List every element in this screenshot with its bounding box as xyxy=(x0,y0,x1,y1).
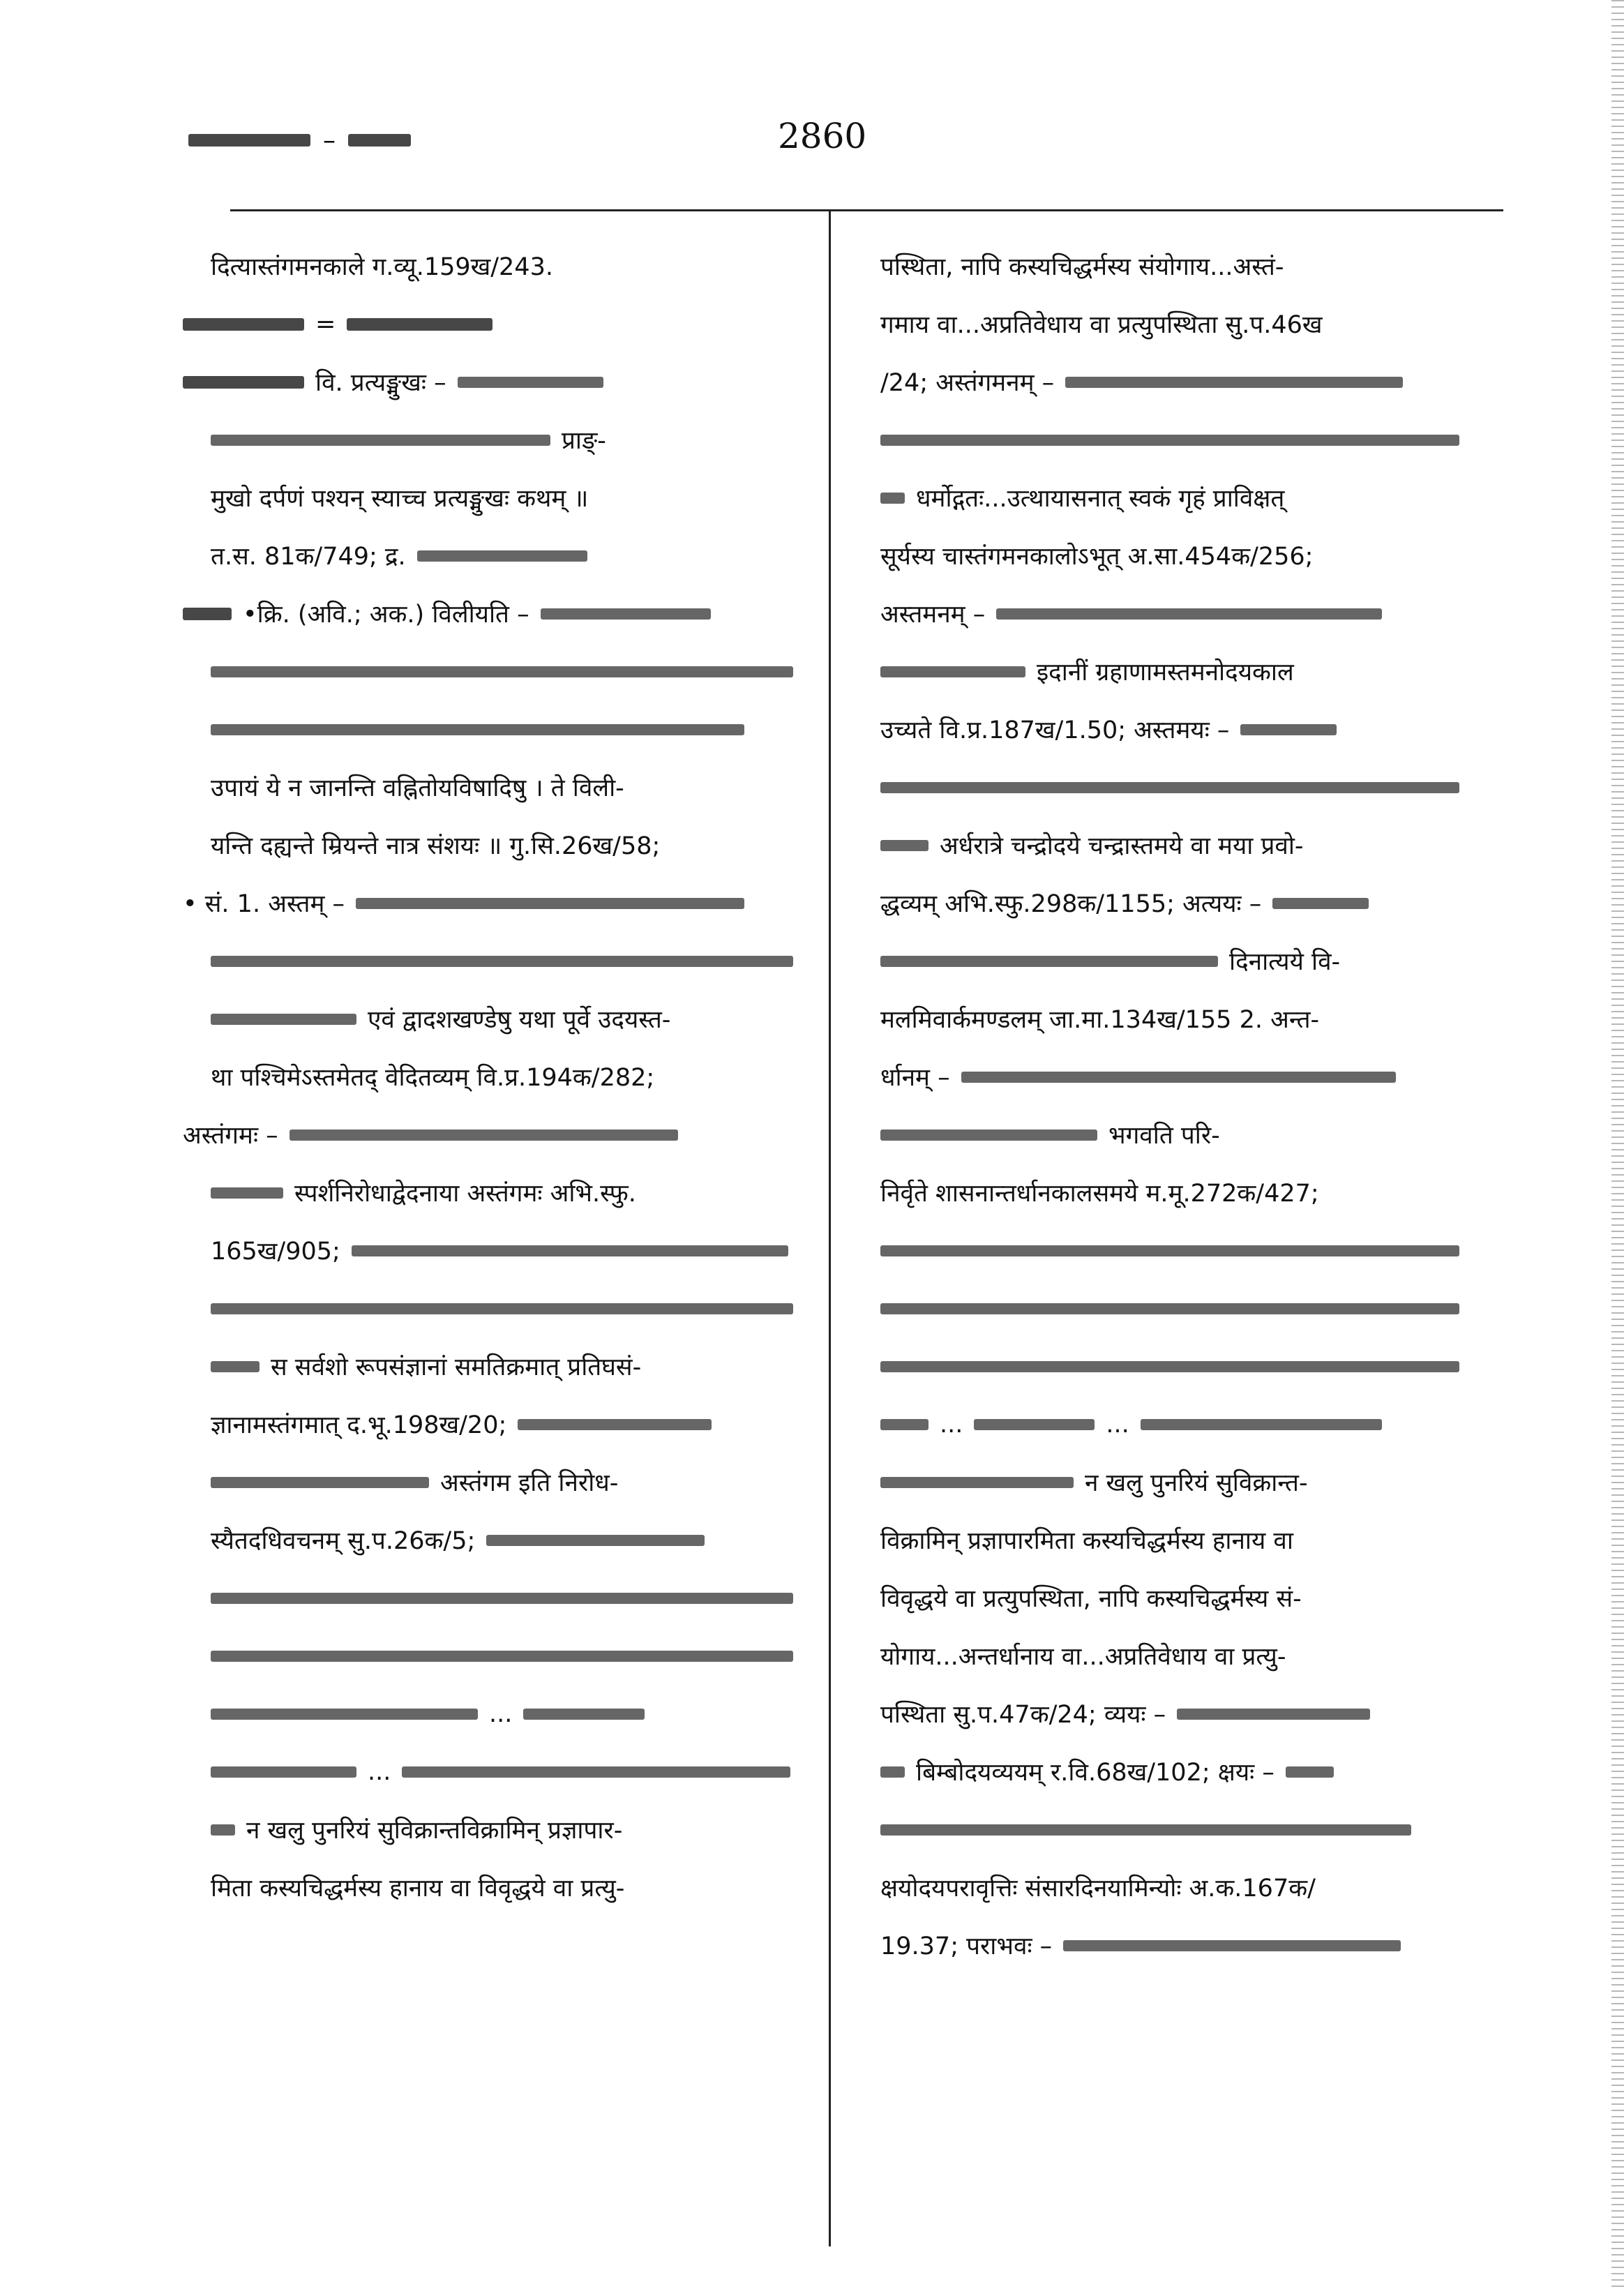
text-line xyxy=(183,1743,807,1801)
tibetan-text xyxy=(211,1477,429,1488)
sanskrit-text: र्धानम् – xyxy=(880,1064,950,1092)
text-line xyxy=(183,1569,807,1627)
tibetan-text xyxy=(1063,1940,1401,1951)
sanskrit-text: सूर्यस्य चास्तंगमनकालोऽभूत् अ.सा.454क/256; xyxy=(880,543,1314,571)
tibetan-text xyxy=(880,1303,1459,1314)
sanskrit-text: पस्थिता सु.प.47क/24; व्ययः – xyxy=(880,1701,1166,1729)
tibetan-text xyxy=(347,318,493,331)
text-line xyxy=(880,353,1501,411)
text-line xyxy=(880,643,1501,700)
sanskrit-text: क्षयोदयपरावृत्तिः संसारदिनयामिन्योः अ.क.167क/ xyxy=(880,1875,1316,1903)
sanskrit-text: धर्मोद्गतः...उत्थायासनात् स्वकं गृहं प्राविक्षत् xyxy=(916,485,1285,513)
tibetan-text xyxy=(880,782,1459,793)
column-divider xyxy=(829,209,831,2246)
tibetan-text xyxy=(1286,1766,1334,1778)
text-line xyxy=(183,469,807,527)
running-head-last-headword xyxy=(348,134,411,147)
sanskrit-text: दिनात्यये वि- xyxy=(1229,948,1341,976)
text-line xyxy=(880,1222,1501,1279)
tibetan-text xyxy=(880,435,1459,446)
sanskrit-text: योगाय...अन्तर्धानाय वा...अप्रतिवेधाय वा प्रत्यु- xyxy=(880,1643,1286,1671)
text-line xyxy=(880,237,1501,295)
text-line xyxy=(183,585,807,643)
tibetan-text xyxy=(211,1651,793,1662)
tibetan-text xyxy=(880,1130,1097,1141)
sanskrit-text: यन्ति दह्यन्ते म्रियन्ते नात्र संशयः ॥ गु.सि.26ख/58; xyxy=(211,832,661,860)
tibetan-text xyxy=(402,1766,790,1778)
sanskrit-text: 19.37; पराभवः – xyxy=(880,1932,1053,1960)
tibetan-text xyxy=(290,1130,678,1141)
tibetan-text xyxy=(211,1361,260,1372)
sanskrit-text: = xyxy=(315,310,336,338)
text-line xyxy=(183,237,807,295)
tibetan-text xyxy=(1177,1709,1370,1720)
text-line xyxy=(880,874,1501,932)
text-line xyxy=(880,1743,1501,1801)
sanskrit-text: अस्तंगम इति निरोध- xyxy=(440,1469,619,1497)
sanskrit-text: •क्रि. (अवि.; अक.) विलीयति – xyxy=(243,601,529,629)
text-line xyxy=(880,1048,1501,1106)
sanskrit-text: अस्तमनम् – xyxy=(880,601,986,629)
tibetan-text xyxy=(880,1824,1411,1836)
text-line xyxy=(880,1859,1501,1916)
sanskrit-text: था पश्चिमेऽस्तमेतद् वेदितव्यम् वि.प्र.194क/282; xyxy=(211,1064,655,1092)
tibetan-text xyxy=(211,956,793,967)
sanskrit-text: मिता कस्यचिद्धर्मस्य हानाय वा विवृद्धये वा प्रत्यु- xyxy=(211,1875,625,1903)
tibetan-text xyxy=(356,898,744,909)
text-line xyxy=(183,1106,807,1164)
text-line xyxy=(183,1048,807,1106)
sanskrit-text: ... xyxy=(940,1410,963,1439)
text-line xyxy=(880,1511,1501,1569)
sanskrit-text: मुखो दर्पणं पश्यन् स्याच्च प्रत्यङ्मुखः कथम् ॥ xyxy=(211,485,589,513)
tibetan-text xyxy=(880,1766,905,1778)
sanskrit-text: दित्यास्तंगमनकाले ग.व्यू.159ख/243. xyxy=(211,253,553,281)
text-line xyxy=(880,411,1501,469)
tibetan-text xyxy=(211,724,744,735)
text-line xyxy=(880,932,1501,990)
tibetan-text xyxy=(880,666,1025,677)
sanskrit-text: निर्वृते शासनान्तर्धानकालसमये म.मू.272क/427; xyxy=(880,1180,1319,1208)
text-line xyxy=(880,1627,1501,1685)
text-line xyxy=(880,1106,1501,1164)
sanskrit-text: 165ख/905; xyxy=(211,1238,340,1266)
sanskrit-text: ... xyxy=(1106,1410,1129,1439)
tibetan-text xyxy=(961,1072,1396,1083)
text-line xyxy=(880,295,1501,353)
right-column xyxy=(880,237,1501,1974)
text-line xyxy=(183,353,807,411)
text-line xyxy=(880,758,1501,816)
sanskrit-text: इदानीं ग्रहाणामस्तमनोदयकाल xyxy=(1037,659,1294,686)
tibetan-text xyxy=(458,377,603,388)
sanskrit-text: स्पर्शनिरोधाद्वेदनाया अस्तंगमः अभि.स्फु. xyxy=(294,1180,636,1208)
tibetan-text xyxy=(211,1824,235,1836)
tibetan-text xyxy=(352,1245,788,1256)
text-line xyxy=(183,1453,807,1511)
text-line xyxy=(183,758,807,816)
sanskrit-text: मलमिवार्कमण्डलम् जा.मा.134ख/155 2. अन्त- xyxy=(880,1006,1320,1034)
tibetan-text xyxy=(880,840,928,851)
tibetan-text xyxy=(211,1593,793,1604)
text-line xyxy=(183,816,807,874)
sanskrit-text: स्यैतदधिवचनम् सु.प.26क/5; xyxy=(211,1527,476,1555)
tibetan-text xyxy=(880,1245,1459,1256)
tibetan-text xyxy=(880,1361,1459,1372)
tibetan-text xyxy=(486,1535,705,1546)
sanskrit-text: ज्ञानामस्तंगमात् द.भू.198ख/20; xyxy=(211,1411,507,1439)
tibetan-text xyxy=(1141,1419,1382,1430)
text-line xyxy=(880,527,1501,585)
tibetan-text xyxy=(880,956,1218,967)
sanskrit-text: वि. प्रत्यङ्मुखः – xyxy=(315,369,446,397)
sanskrit-text: ... xyxy=(368,1757,391,1786)
running-head-separator: – xyxy=(323,126,336,155)
tibetan-text xyxy=(1065,377,1403,388)
tibetan-text xyxy=(523,1709,645,1720)
sanskrit-text: अस्तंगमः – xyxy=(183,1122,278,1150)
scan-edge xyxy=(1611,0,1624,2289)
tibetan-text xyxy=(880,1477,1074,1488)
left-column xyxy=(183,237,807,1916)
sanskrit-text: अर्धरात्रे चन्द्रोदये चन्द्रास्तमये वा मया प्रवो- xyxy=(940,832,1304,860)
text-line xyxy=(880,1395,1501,1453)
tibetan-text xyxy=(211,1709,478,1720)
text-line xyxy=(183,1685,807,1743)
text-line xyxy=(183,295,807,353)
sanskrit-text: विवृद्धये वा प्रत्युपस्थिता, नापि कस्यचिद्धर्मस्य सं- xyxy=(880,1585,1302,1613)
tibetan-text xyxy=(183,376,304,389)
sanskrit-text: भगवति परि- xyxy=(1108,1122,1220,1150)
tibetan-text xyxy=(541,608,711,620)
sanskrit-text: स सर्वशो रूपसंज्ञानां समतिक्रमात् प्रतिघसं- xyxy=(271,1353,642,1381)
text-line xyxy=(880,1453,1501,1511)
sanskrit-text: न खलु पुनरियं सुविक्रान्त- xyxy=(1085,1469,1308,1497)
tibetan-text xyxy=(996,608,1382,620)
sanskrit-text: • सं. 1. अस्तम् – xyxy=(183,890,345,918)
text-line xyxy=(183,1337,807,1395)
text-line xyxy=(183,990,807,1048)
running-head-first-headword xyxy=(188,134,310,147)
running-head xyxy=(188,123,411,158)
sanskrit-text: त.स. 81क/749; द्र. xyxy=(211,543,406,571)
text-line xyxy=(183,527,807,585)
text-line xyxy=(880,1569,1501,1627)
text-line xyxy=(183,1279,807,1337)
sanskrit-text: द्धव्यम् अभि.स्फु.298क/1155; अत्ययः – xyxy=(880,890,1262,918)
sanskrit-text: गमाय वा...अप्रतिवेधाय वा प्रत्युपस्थिता सु.प.46ख xyxy=(880,311,1323,339)
text-line xyxy=(183,643,807,700)
sanskrit-text: एवं द्वादशखण्डेषु यथा पूर्वे उदयस्त- xyxy=(368,1006,671,1034)
sanskrit-text: पस्थिता, नापि कस्यचिद्धर्मस्य संयोगाय...अस्तं- xyxy=(880,253,1284,281)
tibetan-text xyxy=(1240,724,1337,735)
text-line xyxy=(880,1337,1501,1395)
text-line xyxy=(183,932,807,990)
sanskrit-text: /24; अस्तंगमनम् – xyxy=(880,369,1055,397)
tibetan-text xyxy=(880,1419,928,1430)
tibetan-text xyxy=(880,493,905,504)
text-line xyxy=(880,585,1501,643)
text-line xyxy=(183,874,807,932)
page-number: 2860 xyxy=(778,116,867,156)
tibetan-text xyxy=(183,318,304,331)
tibetan-text xyxy=(211,666,793,677)
text-line xyxy=(183,1627,807,1685)
text-line xyxy=(183,1395,807,1453)
text-line xyxy=(183,700,807,758)
tibetan-text xyxy=(974,1419,1095,1430)
sanskrit-text: उपायं ये न जानन्ति वह्नितोयविषादिषु । ते विली- xyxy=(211,774,624,802)
text-line xyxy=(880,1916,1501,1974)
text-line xyxy=(183,1164,807,1222)
text-line xyxy=(880,1164,1501,1222)
text-line xyxy=(183,1222,807,1279)
tibetan-text xyxy=(211,1303,793,1314)
text-line xyxy=(183,1859,807,1916)
text-line xyxy=(880,1685,1501,1743)
tibetan-text xyxy=(1272,898,1369,909)
tibetan-text xyxy=(211,435,550,446)
text-line xyxy=(880,816,1501,874)
text-line xyxy=(183,1801,807,1859)
text-line xyxy=(880,469,1501,527)
tibetan-text xyxy=(417,550,587,562)
text-line xyxy=(880,700,1501,758)
sanskrit-text: न खलु पुनरियं सुविक्रान्तविक्रामिन् प्रज्ञापार- xyxy=(246,1817,623,1845)
sanskrit-text: उच्यते वि.प्र.187ख/1.50; अस्तमयः – xyxy=(880,716,1230,744)
tibetan-text xyxy=(211,1766,356,1778)
sanskrit-text: बिम्बोदयव्ययम् र.वि.68ख/102; क्षयः – xyxy=(916,1759,1275,1787)
tibetan-text xyxy=(183,608,232,620)
sanskrit-text: विक्रामिन् प्रज्ञापारमिता कस्यचिद्धर्मस्य हानाय वा xyxy=(880,1527,1293,1555)
text-line xyxy=(183,1511,807,1569)
text-line xyxy=(880,1801,1501,1859)
text-line xyxy=(183,411,807,469)
sanskrit-text: प्राङ्- xyxy=(562,427,606,455)
text-line xyxy=(880,990,1501,1048)
tibetan-text xyxy=(518,1419,712,1430)
tibetan-text xyxy=(211,1187,283,1199)
tibetan-text xyxy=(211,1014,356,1025)
sanskrit-text: ... xyxy=(489,1699,513,1728)
text-line xyxy=(880,1279,1501,1337)
header-rule xyxy=(230,209,1503,211)
